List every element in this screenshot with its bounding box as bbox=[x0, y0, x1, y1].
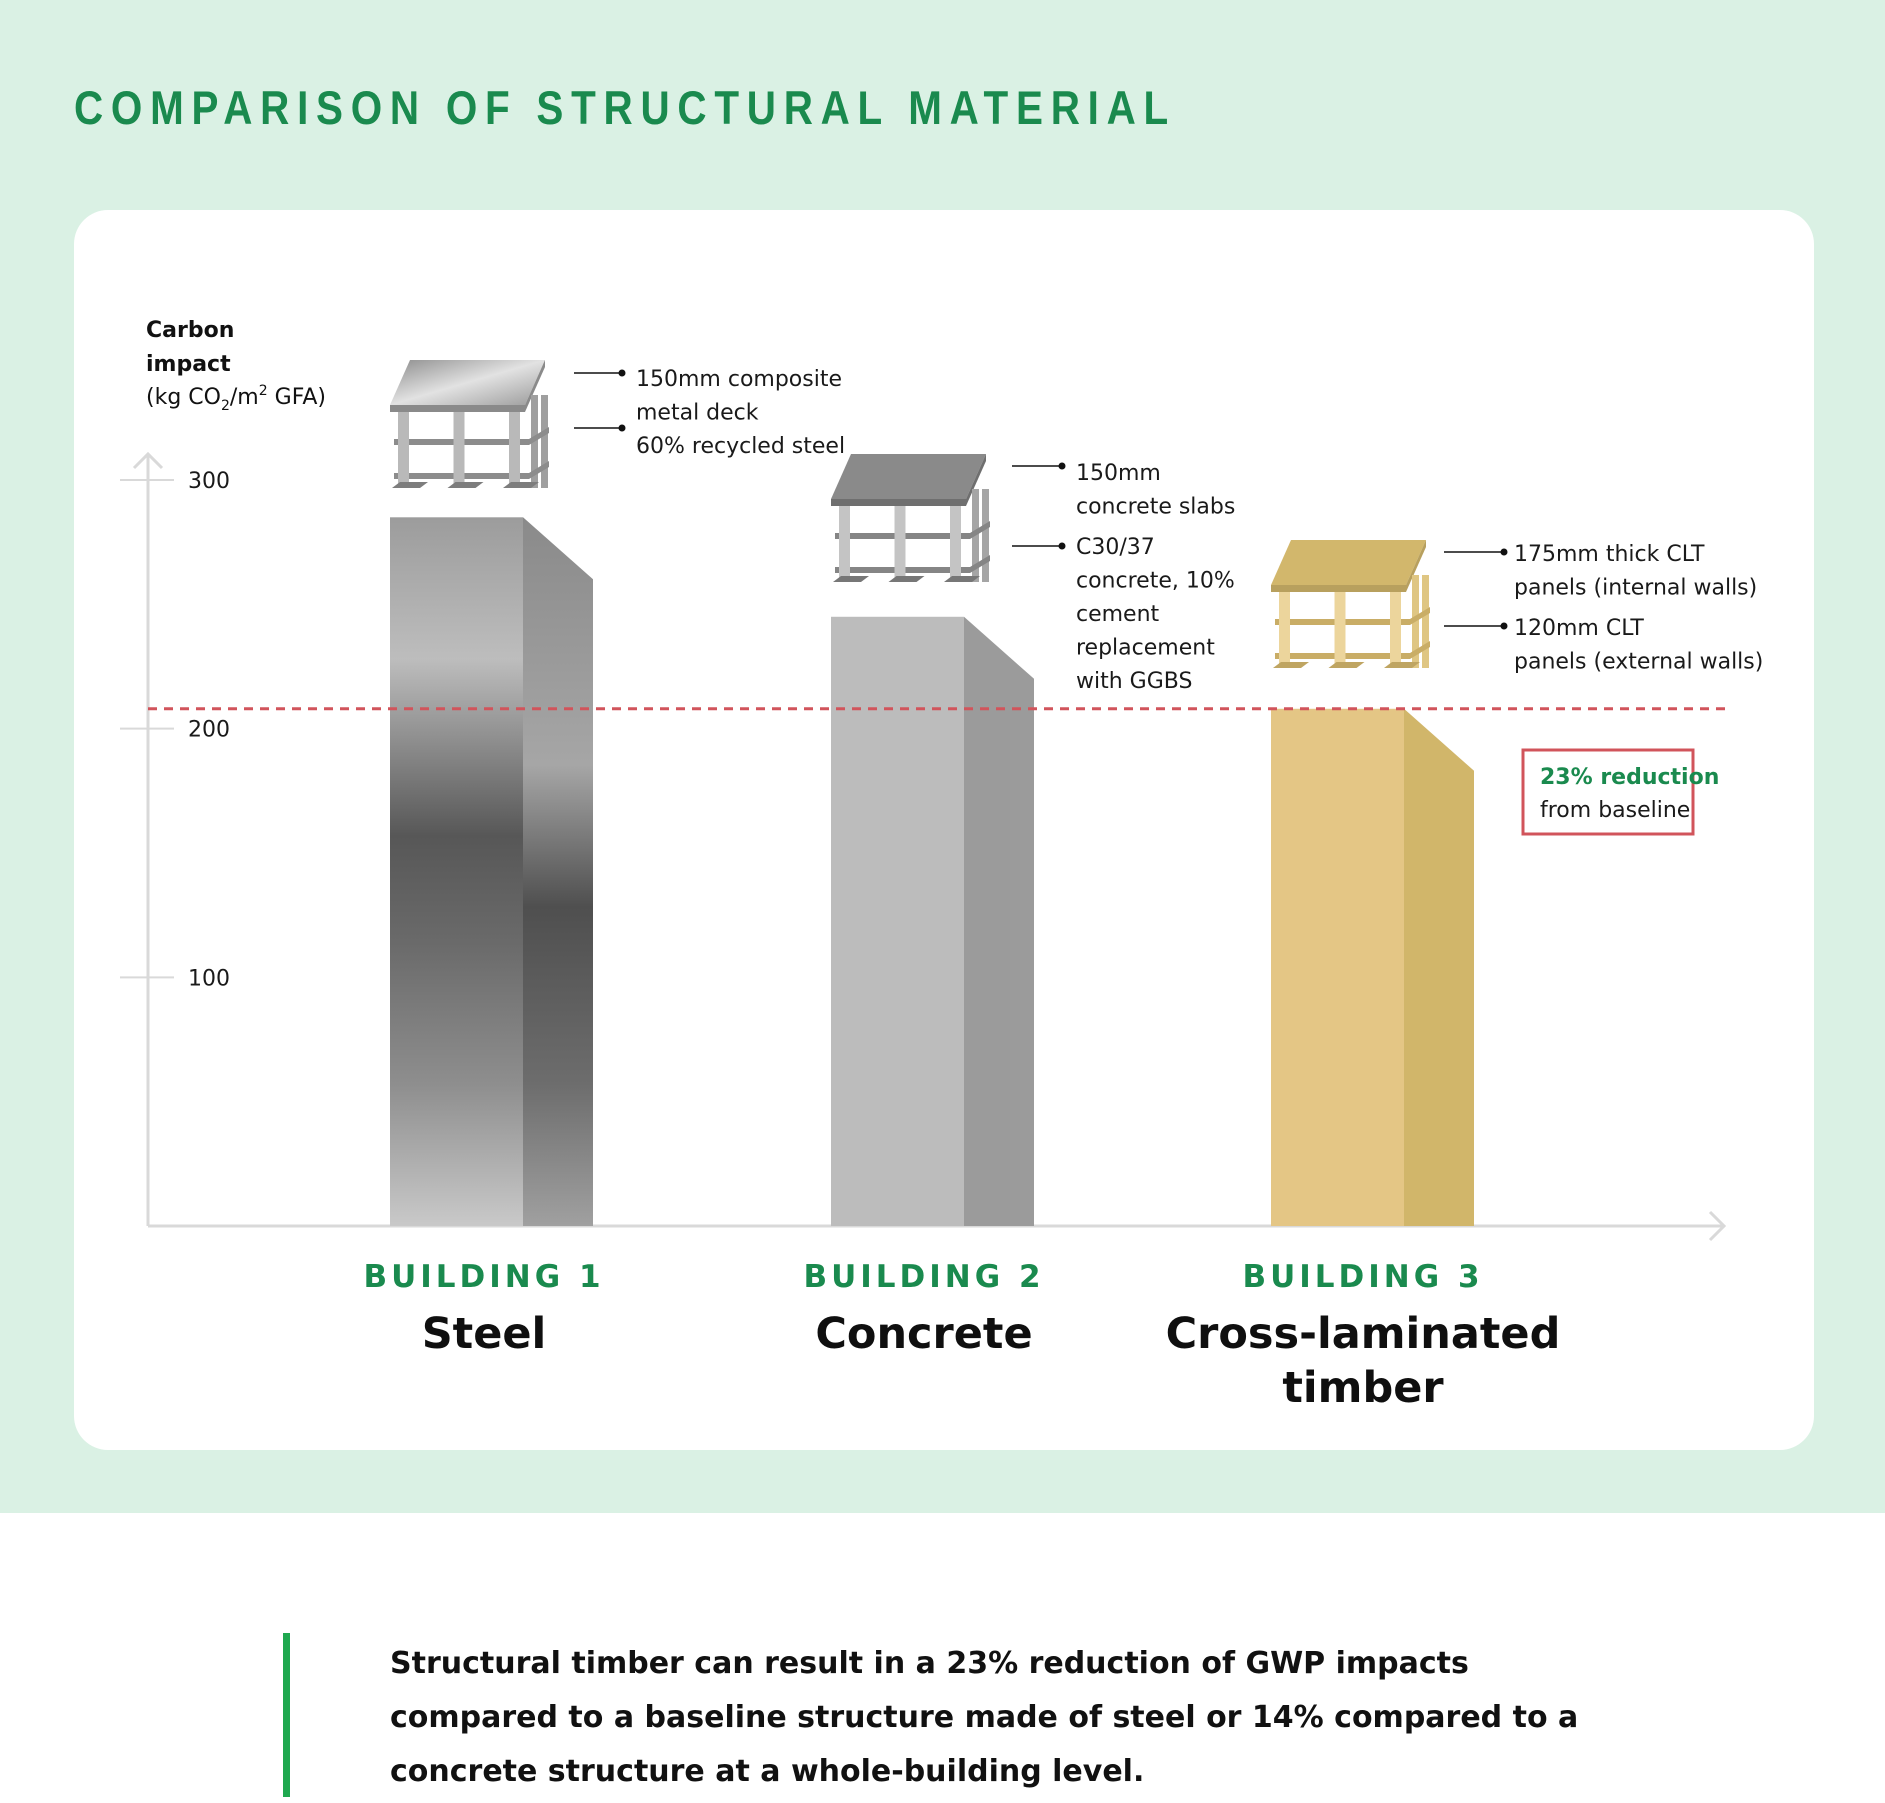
y-axis-title-line2: impact bbox=[146, 352, 231, 377]
structure-column bbox=[1279, 592, 1290, 665]
structure-column bbox=[1335, 592, 1346, 665]
structure-footing bbox=[1329, 662, 1365, 668]
chart-card bbox=[74, 210, 1814, 1450]
steel-structure-illustration bbox=[390, 360, 549, 488]
structure-footing bbox=[448, 482, 484, 488]
y-tick-label: 200 bbox=[188, 717, 230, 743]
structure-footing bbox=[392, 482, 428, 488]
callout-dot bbox=[1501, 549, 1508, 556]
structure-column bbox=[839, 506, 850, 579]
bar-front-2 bbox=[831, 617, 964, 1226]
structure-footing bbox=[889, 576, 925, 582]
category-label-1: BUILDING 1 bbox=[363, 1259, 605, 1295]
category-name-2: Concrete bbox=[815, 1309, 1033, 1359]
page-title: COMPARISON OF STRUCTURAL MATERIAL bbox=[74, 81, 1176, 134]
structure-slab-top bbox=[831, 454, 986, 499]
callout-dot bbox=[1501, 623, 1508, 630]
bar-side-3 bbox=[1404, 709, 1474, 1226]
structure-footing bbox=[833, 576, 869, 582]
y-axis-unit: (kg $CO_2/m^2$ GFA) bbox=[146, 383, 326, 414]
callout-text: 60% recycled steel bbox=[636, 434, 846, 459]
structure-footing bbox=[1273, 662, 1309, 668]
category-name-1: Steel bbox=[421, 1309, 547, 1359]
structure-slab-top bbox=[1271, 540, 1426, 585]
category-label-3: BUILDING 3 bbox=[1242, 1259, 1484, 1295]
structure-column bbox=[895, 506, 906, 579]
y-axis-title-line1: Carbon bbox=[146, 318, 235, 343]
bar-front-3 bbox=[1271, 709, 1404, 1226]
structure-column bbox=[1390, 592, 1401, 665]
bar-front-1 bbox=[390, 517, 523, 1226]
structure-column-back bbox=[541, 395, 548, 488]
structure-slab-edge bbox=[390, 405, 525, 412]
category-label-2: BUILDING 2 bbox=[803, 1259, 1045, 1295]
callout-text: C30/37 concrete, 10% cement replacement with GGBS bbox=[1076, 535, 1235, 694]
reduction-percent: 23% reduction bbox=[1540, 765, 1720, 790]
category-name-3: timber bbox=[1282, 1363, 1444, 1413]
callout-dot bbox=[619, 425, 626, 432]
structure-slab-top bbox=[390, 360, 545, 405]
callout-text: 120mm CLT panels (external walls) bbox=[1514, 616, 1764, 675]
structure-column bbox=[950, 506, 961, 579]
structure-column-back bbox=[982, 489, 989, 582]
callout-text: 175mm thick CLT panels (internal walls) bbox=[1514, 542, 1758, 601]
timber-structure-illustration bbox=[1271, 540, 1430, 668]
bar-chart bbox=[74, 210, 1814, 1450]
y-tick-label: 300 bbox=[188, 469, 230, 494]
callout-text: 150mm composite metal deck bbox=[636, 367, 842, 426]
structure-column-back bbox=[1422, 575, 1429, 668]
concrete-structure-illustration bbox=[831, 454, 990, 582]
structure-column bbox=[454, 412, 465, 485]
summary-quote: Structural timber can result in a 23% reduction of GWP impacts compared to a baseline structure made of steel or 14% compared to a concrete structure at a whole-building level. bbox=[390, 1646, 1579, 1789]
callout-dot bbox=[619, 370, 626, 377]
structure-column bbox=[398, 412, 409, 485]
callout-text: 150mm concrete slabs bbox=[1076, 461, 1236, 520]
quote-accent-bar bbox=[283, 1633, 290, 1797]
structure-slab-edge bbox=[831, 499, 966, 506]
callout-dot bbox=[1059, 543, 1066, 550]
bar-side-1 bbox=[523, 517, 593, 1226]
reduction-text: from baseline bbox=[1540, 798, 1691, 823]
callout-dot bbox=[1059, 463, 1066, 470]
structure-column bbox=[509, 412, 520, 485]
category-name-3: Cross-laminated bbox=[1165, 1309, 1561, 1359]
structure-slab-edge bbox=[1271, 585, 1406, 592]
y-tick-label: 100 bbox=[188, 966, 230, 992]
